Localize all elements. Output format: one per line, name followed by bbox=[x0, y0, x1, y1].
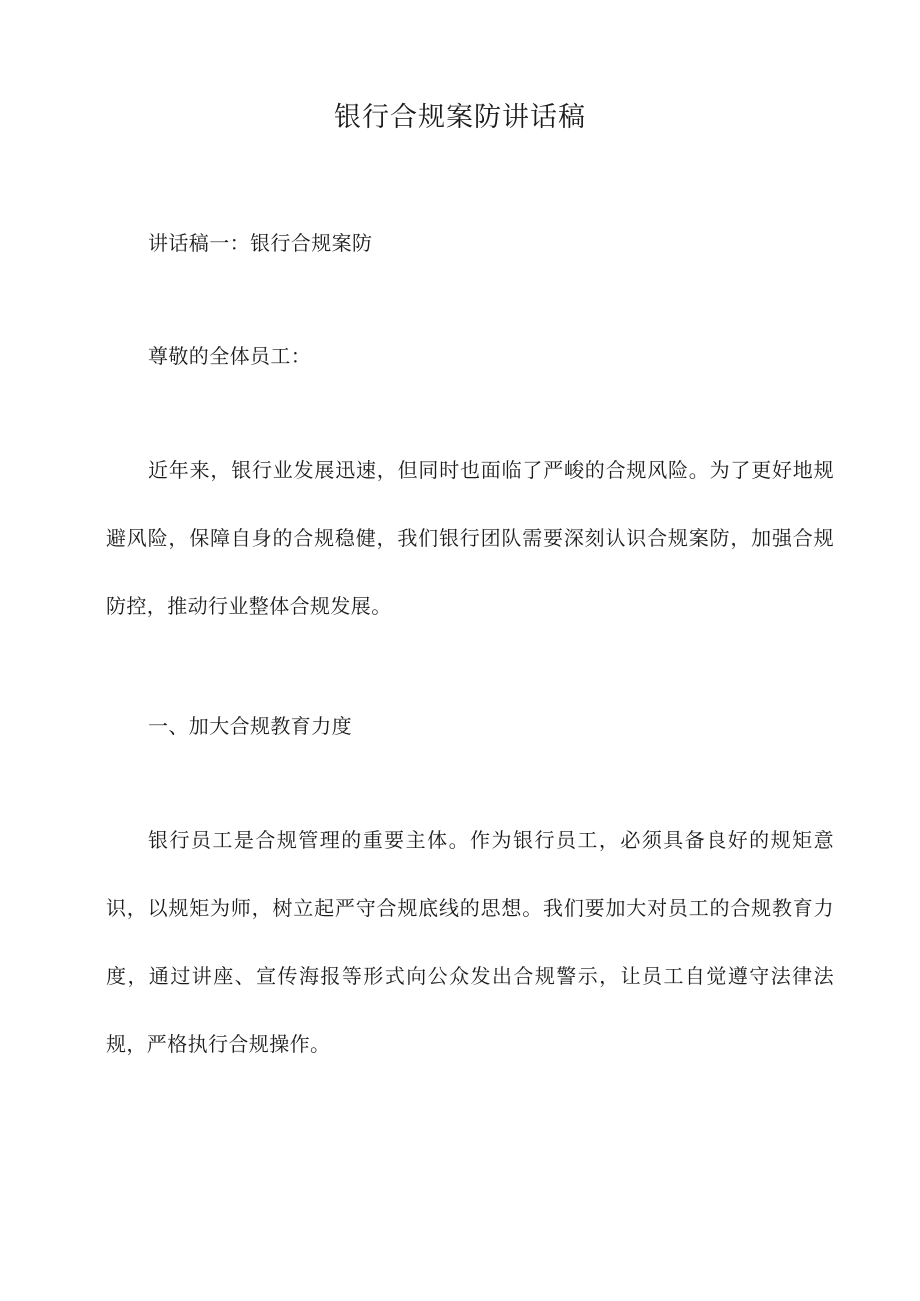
intro-paragraph: 近年来，银行业发展迅速，但同时也面临了严峻的合规风险。为了更好地规避风险，保障自身的合规稳健，我们银行团队需要深刻认识合规案防，加强合规防控，推动行业整体合规发展。 bbox=[106, 458, 834, 618]
section-heading-1: 一、加大合规教育力度 bbox=[148, 714, 352, 738]
document-title: 银行合规案防讲话稿 bbox=[334, 102, 586, 133]
section-body-1: 银行员工是合规管理的重要主体。作为银行员工，必须具备良好的规矩意识，以规矩为师，树立起严守合规底线的思想。我们要加大对员工的合规教育力度，通过讲座、宣传海报等形式向公众发出合规警示，让员工自觉遵守法律法规，严格执行合规操作。 bbox=[106, 828, 834, 1056]
speech-subtitle: 讲话稿一：银行合规案防 bbox=[148, 231, 373, 255]
greeting-line: 尊敬的全体员工： bbox=[148, 344, 312, 368]
